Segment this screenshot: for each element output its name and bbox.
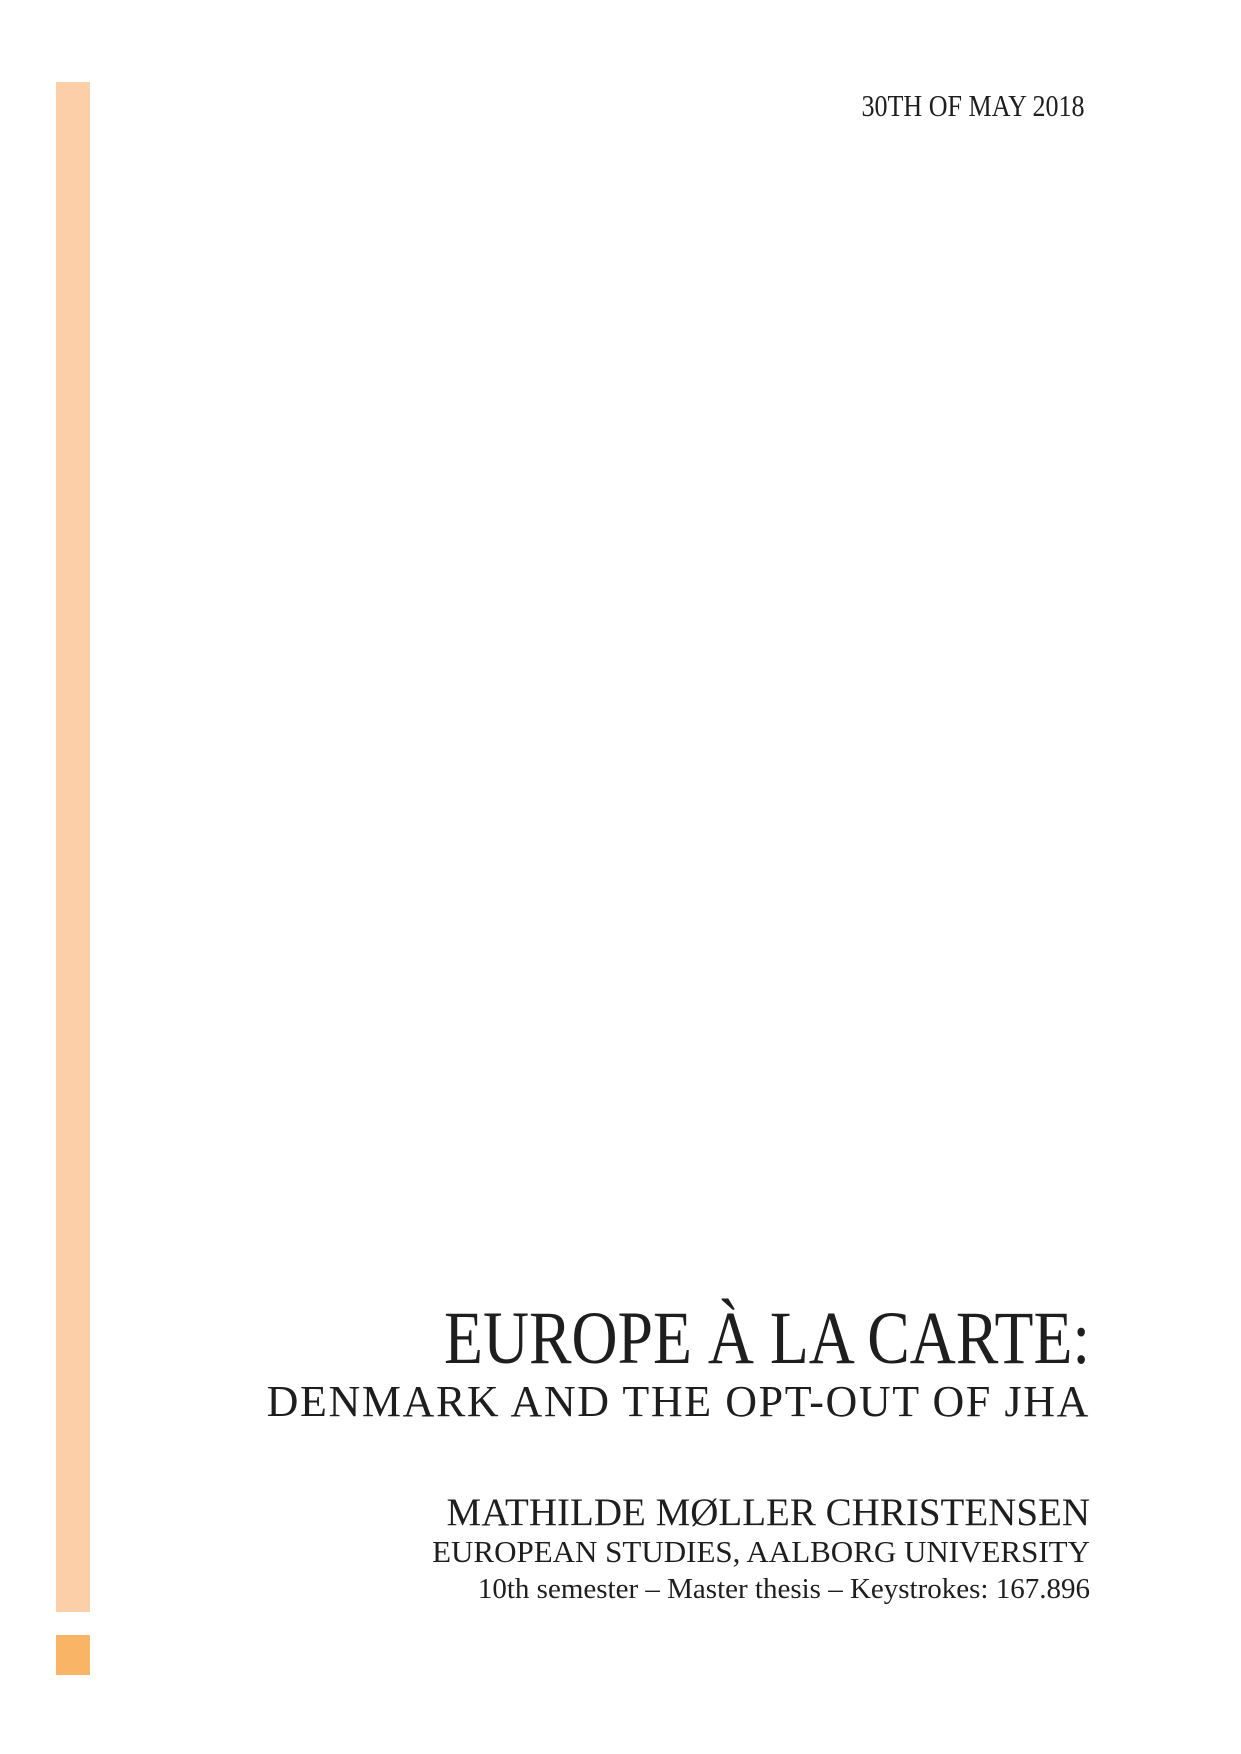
- thesis-details: 10th semester – Master thesis – Keystrokes: 167.896: [477, 1573, 1090, 1605]
- date-text: 30TH OF MAY 2018: [861, 88, 1085, 123]
- page-subtitle: DENMARK AND THE OPT-OUT OF JHA: [266, 1377, 1090, 1426]
- accent-vertical-bar: [56, 82, 90, 1612]
- accent-square: [56, 1635, 90, 1675]
- page-title: EUROPE À LA CARTE:: [443, 1297, 1090, 1380]
- author-affiliation: EUROPEAN STUDIES, AALBORG UNIVERSITY: [432, 1534, 1090, 1569]
- author-name: MATHILDE MØLLER CHRISTENSEN: [446, 1491, 1090, 1534]
